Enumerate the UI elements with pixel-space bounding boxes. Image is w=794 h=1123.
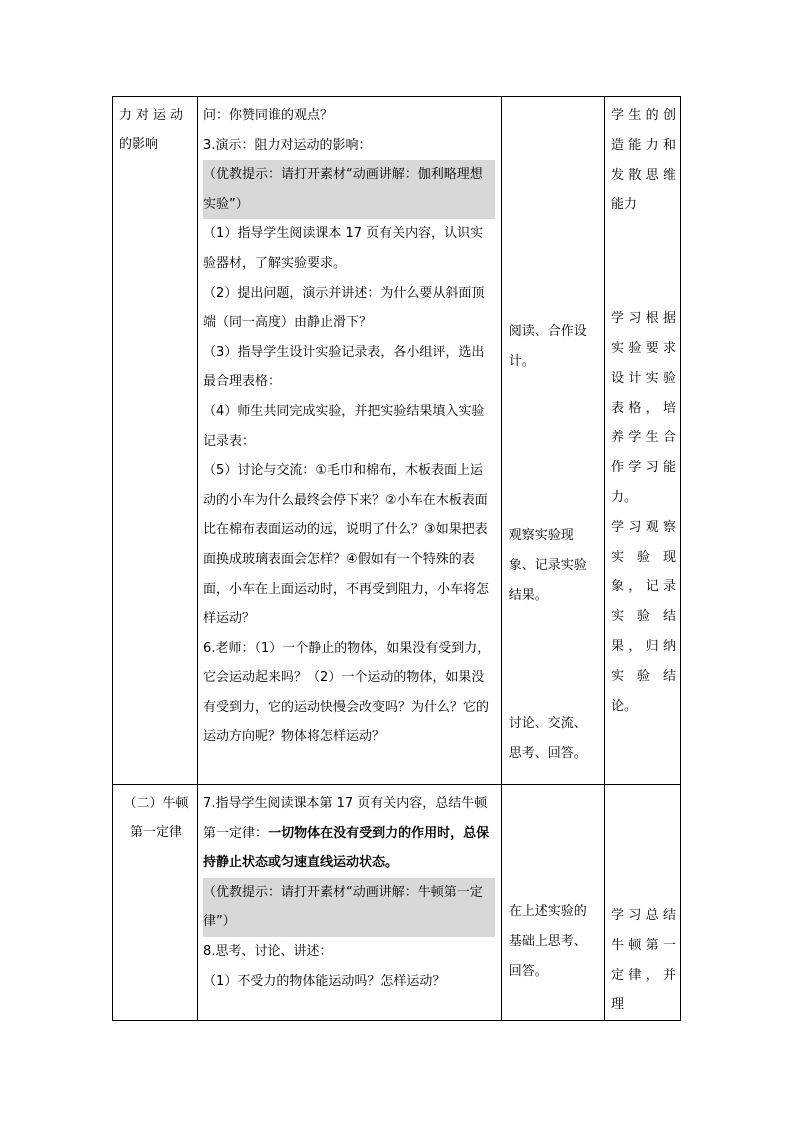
intent-text: 学习根据实验要求设计实验表格，培养学生合作学习能力。 <box>611 311 676 505</box>
table-row <box>113 97 681 785</box>
section-title-line: （二）牛顿 <box>123 796 189 811</box>
newton-law-text: 一切物体在没有受到力的作用时，总保持静止状态或匀速直线运动状态。 <box>203 825 490 871</box>
content-cell <box>198 785 502 1021</box>
content-line: （1）不受力的物体能运动吗？怎样运动？ <box>203 973 446 989</box>
intent-cell <box>605 785 681 1021</box>
content-text: 7.指导学生阅读课本第 17 页有关内容，总结牛顿第一定律： <box>203 796 488 841</box>
content-line: （4）师生共同完成实验，并把实验结果填入实验记录表： <box>203 403 485 449</box>
section-cell <box>113 97 198 785</box>
activity-text: 讨论、交流、思考、回答。 <box>508 716 587 761</box>
intent-text: 学生的创造能力和发散思维能力 <box>611 108 676 213</box>
content-line: （2）提出问题，演示并讲述：为什么要从斜面顶端（同一高度）由静止滑下？ <box>203 285 485 331</box>
intent-text: 学习总结牛顿第一定律，并理 <box>611 908 676 1013</box>
hint-highlight: （优教提示：请打开素材“动画讲解：伽利略理想实验”） <box>203 160 495 219</box>
content-line: （5）讨论与交流：①毛巾和棉布，木板表面上运动的小车为什么最终会停下来？②小车在木板表面比在棉布表面运动的远，说明了什么？③如果把表面换成玻璃表面会怎样？④假如有一个特殊的表面，小车在上面运动时，不再受到阻力，小车将怎样运动？ <box>203 463 490 627</box>
content-line: 3.演示：阻力对运动的影响： <box>203 137 372 153</box>
intent-text: 学习观察实验现象，记录实验结果，归纳实验结论。 <box>611 519 676 714</box>
table-row <box>113 785 681 1021</box>
hint-highlight: （优教提示：请打开素材“动画讲解：牛顿第一定律”） <box>203 878 495 937</box>
activity-text: 在上述实验的基础上思考、回答。 <box>508 904 587 979</box>
activity-cell <box>501 785 604 1021</box>
section-cell <box>113 785 198 1021</box>
content-cell <box>198 97 502 785</box>
section-title-line: 力对运动 <box>119 108 188 123</box>
content-line: （3）指导学生设计实验记录表，各小组评，选出最合理表格： <box>203 344 485 390</box>
intent-cell <box>605 97 681 785</box>
content-line: 问：你赞同谁的观点？ <box>203 108 334 123</box>
activity-text: 阅读、合作设计。 <box>508 324 587 369</box>
section-title-line: 第一定律 <box>130 825 183 840</box>
content-line: 6.老师：（1）一个静止的物体，如果没有受到力，它会运动起来吗？（2）一个运动的物体，如果没有受到力，它的运动快慢会改变吗？为什么？它的运动方向呢？物体将怎样运动？ <box>203 640 491 745</box>
activity-text: 观察实验现象、记录实验结果。 <box>508 528 587 603</box>
lesson-plan-table <box>112 96 681 1021</box>
content-line: （1）指导学生阅读课本 17 页有关内容，认识实验器材，了解实验要求。 <box>203 226 484 271</box>
activity-cell <box>501 97 604 785</box>
section-title-line: 的影响 <box>119 137 159 152</box>
content-line: 8.思考、讨论、讲述： <box>203 943 333 959</box>
